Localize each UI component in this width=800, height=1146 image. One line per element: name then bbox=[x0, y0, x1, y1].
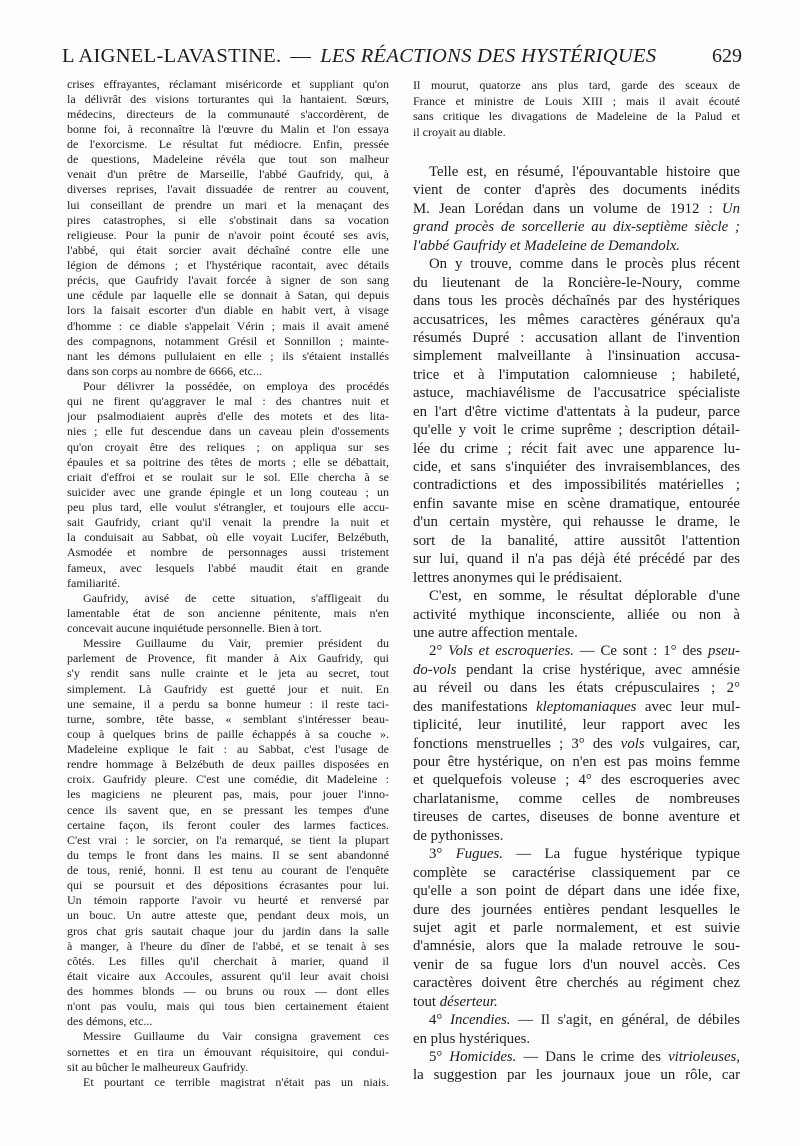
running-header bbox=[62, 41, 742, 71]
text-line: Telle est, en résumé, l'épouvantable histoire que bbox=[429, 164, 740, 180]
text-line: Messire Guillaume du Vair consigna gravement ces bbox=[83, 1029, 389, 1044]
left-column bbox=[67, 77, 389, 1090]
paragraph bbox=[413, 642, 740, 845]
text-line: d'un certain mystère, qui rehausse le drame, le bbox=[413, 514, 740, 531]
text-line: dans son corps au nombre de 6666, etc... bbox=[67, 363, 262, 378]
text-line: précis, que Gaufridy l'avait forcée à signer de son sang bbox=[67, 273, 389, 288]
text-line: croix. Gaufridy pleure. C'est une comédie, dit Madeleine : bbox=[67, 772, 389, 787]
text-line: la conduisait au Sabbat, où elle voyait Lucifer, Belzébuth, bbox=[67, 530, 389, 545]
text-line: du lieutenant de la Roncière-le-Noury, comme bbox=[413, 274, 740, 291]
italic-text: Homicides. bbox=[449, 1049, 517, 1065]
text-line bbox=[413, 993, 740, 1011]
italic-text: Incendies. bbox=[450, 1012, 511, 1029]
text-line: lamentable état de son ancienne pénitente, mais n'en bbox=[67, 605, 389, 620]
text-line: cide, et sans s'inquiéter des invraisemblances, des bbox=[413, 459, 740, 475]
text-line: cence ils savent que, en se pressant les tempes d'une bbox=[67, 802, 389, 817]
italic-text: Fugues. bbox=[455, 846, 503, 863]
italic-text: kleptomaniaques bbox=[536, 698, 637, 715]
roman-text: 5° bbox=[429, 1049, 450, 1065]
text-line: sujet agit et parle normalement, et est suivie bbox=[413, 919, 740, 936]
text-line: qu'elle a son point de départ dans une idée fixe, bbox=[413, 883, 740, 900]
text-line bbox=[413, 1048, 740, 1066]
text-line: à manger, à l'heure du dîner de l'abbé, et se tenait à ses bbox=[67, 938, 389, 953]
text-line: et quelquefois voleuse ; 4° des escroqueries avec bbox=[413, 772, 740, 789]
text-line: Madeleine explique le fait : au Sabbat, c'est l'usage de bbox=[67, 742, 389, 756]
text-line: épaules et sa poitrine des têtes de morts ; elle se débattait, bbox=[67, 454, 389, 469]
roman-text: — Dans le crime des bbox=[516, 1049, 669, 1065]
text-line: charlatanisme, comme celles de nombreuses bbox=[413, 790, 740, 807]
text-line: qui ne firent qu'aggraver le mal : des chantres nuit et bbox=[67, 394, 389, 409]
roman-text: 4° bbox=[429, 1012, 451, 1029]
text-line: lée du crime ; récit fait avec une apparence lu- bbox=[413, 440, 740, 457]
text-line: activité mythique inconsciente, alliée ou non à bbox=[413, 606, 740, 623]
text-line: une semaine, il a perdu sa bonne humeur : il reste taci- bbox=[67, 696, 389, 711]
text-line: complète se caractérise classiquement par ce bbox=[413, 864, 740, 881]
text-line: coup à quelques brins de paille échappés à sa couche ». bbox=[67, 726, 389, 741]
text-line: C'est, en somme, le résultat déplorable d'une bbox=[429, 588, 740, 605]
text-line: était vicaire aux Accoules, assurent qu'il leur avait choisi bbox=[67, 968, 389, 983]
italic-text: grand procès de sorcellerie au dix-septième siècle ; bbox=[413, 219, 740, 236]
text-line: caractères doivent être cherchés au régiment chez bbox=[413, 975, 740, 992]
text-line: côtés. Les filles qu'il cherchait à marier, quand il bbox=[67, 953, 389, 968]
paragraph bbox=[67, 636, 389, 1029]
text-line: en plus hystériques. bbox=[413, 1030, 531, 1047]
text-line: France et ministre de Louis XIII ; mais il avait écouté bbox=[413, 93, 740, 108]
roman-text: des manifestations bbox=[413, 698, 537, 715]
italic-text: do-vols bbox=[413, 661, 457, 678]
text-line: criait d'effroi et se roulait sur le sol. Elle chercha à se bbox=[67, 469, 389, 484]
text-line: tireuses de cartes, diseuses de bonne aventure et bbox=[413, 809, 740, 826]
text-line: lui conseillant de prendre un mari et la menaçant des bbox=[67, 197, 389, 212]
text-line: dans tous les procès déchaînés par des hystériques bbox=[413, 293, 740, 310]
paragraph bbox=[413, 1048, 740, 1085]
italic-text: déserteur. bbox=[439, 993, 498, 1010]
text-line: la suggestion par les journaux joue un rôle, car bbox=[413, 1067, 740, 1084]
italic-text: vols bbox=[620, 735, 645, 752]
text-line: venait d'un prêtre de Marseille, l'abbé Gaufridy, qui, à bbox=[67, 167, 389, 182]
paragraph bbox=[413, 255, 740, 587]
roman-text: — Ce sont : 1° des bbox=[573, 643, 708, 660]
roman-text: 2° bbox=[429, 643, 449, 660]
paragraph bbox=[413, 163, 740, 255]
text-line: sait Gaufridy, criant qu'il venait la prendre la nuit et bbox=[67, 515, 389, 530]
text-line: sort de la banalité, attire aussitôt l'attention bbox=[413, 532, 740, 549]
text-line: simplement. Là Gaufridy est guetté jour et nuit. En bbox=[67, 681, 389, 696]
text-line: Il mourut, quatorze ans plus tard, garde des sceaux de bbox=[413, 78, 740, 92]
text-line: Un témoin rapporte l'avoir vu heurté et renversé par bbox=[67, 893, 389, 908]
italic-text: vitrioleuses, bbox=[668, 1049, 740, 1065]
right-column-continuation bbox=[413, 78, 740, 140]
paragraph bbox=[413, 845, 740, 1011]
roman-text: — Il s'agit, en général, de débiles bbox=[510, 1012, 740, 1029]
text-line bbox=[413, 845, 740, 863]
text-line: familiarité. bbox=[67, 575, 120, 590]
text-line: nant les démons pullulaient en elle ; ils s'étaient installés bbox=[67, 348, 389, 363]
text-line bbox=[413, 218, 740, 236]
text-line: qu'elle y voit le crime suprême ; description détail- bbox=[413, 422, 740, 439]
text-line: nies ; elle fut descendue dans un caveau plein d'ossements bbox=[67, 424, 389, 439]
text-line: des compagnons, notamment Grésil et Sonnillon ; mainte- bbox=[67, 333, 389, 348]
text-line: tiplicité, leur inutilité, leur rapport avec les bbox=[413, 717, 740, 734]
roman-text: pendant la crise hystérique, avec amnésie bbox=[456, 661, 740, 678]
text-line bbox=[413, 642, 740, 660]
text-line: lettres anonymes qui le prédisaient. bbox=[413, 569, 623, 586]
text-line: médecins, directeurs de la communauté s'accordèrent, de bbox=[67, 106, 389, 121]
paragraph bbox=[67, 591, 389, 636]
text-line: enfin savante mise en scène dramatique, entourée bbox=[413, 495, 740, 512]
text-line: résumés Dupré : accusation allant de l'invention bbox=[413, 329, 740, 346]
text-line bbox=[413, 698, 740, 716]
text-line: en l'art d'être victime d'attentats à la pudeur, parce bbox=[413, 403, 740, 420]
text-line: des hommes blonds — ou bruns ou roux — dont elles bbox=[67, 984, 389, 998]
text-line: sur lui, quand il n'a pas déjà été précédé par des bbox=[413, 551, 740, 568]
text-line: de questions, Madeleine révéla que tout son malheur bbox=[67, 152, 389, 167]
text-line: du temps le front dans les mains. Il se sent abandonné bbox=[67, 847, 389, 862]
text-line: dure des journées entières pendant lesquelles le bbox=[413, 901, 740, 918]
text-line: de l'exorcisme. Le résultat fut médiocre. Enfin, pressée bbox=[67, 137, 389, 151]
text-line: turne, sombre, tête basse, « semblant s'intéresser beau- bbox=[67, 711, 389, 726]
text-line: s'y rendit sans nulle crainte et le jeta au secret, tout bbox=[67, 666, 389, 681]
paragraph bbox=[67, 77, 389, 380]
text-line: sans critique les divagations de Madeleine de la Palud et bbox=[413, 109, 740, 124]
text-line: rendre hommage à Belzébuth de deux pailles disposées en bbox=[67, 757, 389, 772]
text-line: de pythonisses. bbox=[413, 827, 504, 844]
text-line: pires catastrophes, si elle s'obstinait dans sa vocation bbox=[67, 212, 389, 227]
text-line: religieuse. Pour la punir de n'avoir point écouté ses avis, bbox=[67, 227, 389, 242]
text-line: les magiciens ne pleurent pas, mais, pour jouer l'inno- bbox=[67, 787, 389, 802]
roman-text: avec leur mul- bbox=[636, 698, 740, 715]
text-line: jour psalmodiaient auprès d'elle des motets et des lita- bbox=[67, 409, 389, 424]
text-line: d'amnésie, alors que la malade retrouve le sou- bbox=[413, 938, 740, 955]
roman-text: M. Jean Lorédan dans un volume de 1912 : bbox=[413, 200, 722, 217]
text-line: n'ont pas voulu, mais qui tous bien certainement étaient bbox=[67, 999, 389, 1014]
text-line bbox=[413, 735, 740, 753]
text-line: sornettes et en tira un émouvant réquisitoire, qui condui- bbox=[67, 1044, 389, 1059]
text-line: Pour délivrer la possédée, on employa des procédés bbox=[83, 379, 389, 393]
paragraph bbox=[413, 587, 740, 642]
text-line: au réveil ou dans les états crépusculaires ; 2° bbox=[413, 680, 740, 697]
text-line: diverses reprises, l'avait dissuadée de rentrer au couvent, bbox=[67, 182, 389, 197]
text-line: des démons, etc... bbox=[67, 1014, 153, 1029]
author-name: L AIGNEL-LAVASTINE. bbox=[62, 45, 282, 67]
text-line: un bouc. Un autre atteste que, pendant deux mois, un bbox=[67, 908, 389, 923]
text-line: fameux, avec lesquels l'abbé maudit était en grande bbox=[67, 560, 389, 575]
text-line: On y trouve, comme dans le procès plus récent bbox=[429, 256, 740, 273]
text-line: trice et à l'imputation calomnieuse ; habileté, bbox=[413, 366, 740, 383]
text-line: il croyait au diable. bbox=[413, 124, 506, 139]
text-line: venir de sa fugue lors d'un nouvel accès. Ces bbox=[413, 956, 740, 973]
text-line: pour être hystérique, on n'en est pas moins femme bbox=[413, 754, 740, 770]
text-line: contradictions et des impossibilités matérielles ; bbox=[413, 477, 740, 494]
roman-text: vulgaires, car, bbox=[644, 735, 740, 752]
text-line: concevait aucune inquiétude personnelle. Bien à tort. bbox=[67, 621, 322, 635]
roman-text: tout bbox=[413, 993, 440, 1010]
text-line: la délivrât des visions torturantes qui la hantaient. Sœurs, bbox=[67, 91, 389, 106]
text-line bbox=[413, 661, 740, 679]
text-line: légion de démons ; et l'hystérique racontait, avec détails bbox=[67, 258, 389, 272]
paragraph bbox=[67, 379, 389, 591]
text-line: une cédule par laquelle elle se donnait à Satan, qui depuis bbox=[67, 288, 389, 303]
text-line: sit au bûcher le malheureux Gaufridy. bbox=[67, 1059, 249, 1074]
paragraph bbox=[413, 78, 740, 140]
title-separator: — bbox=[290, 45, 312, 67]
text-line: lors la faisait escorter d'un diable en habit vert, à visage bbox=[67, 303, 389, 318]
text-line bbox=[413, 237, 740, 255]
text-line: simplement malveillante à l'insinuation accusa- bbox=[413, 348, 740, 365]
text-line: gros chat gris sautait chaque jour du jardin dans la salle bbox=[67, 923, 389, 938]
text-line: Et pourtant ce terrible magistrat n'était pas un niais. bbox=[83, 1074, 389, 1089]
roman-text: fonctions menstruelles ; 3° des bbox=[413, 735, 621, 752]
text-line: suicider avec une grande épingle et un long couteau ; un bbox=[67, 484, 389, 499]
text-line bbox=[413, 200, 740, 218]
text-line: crises effrayantes, réclamant miséricorde et suppliant qu'on bbox=[67, 76, 389, 91]
italic-text: pseu- bbox=[707, 643, 740, 660]
text-line: Messire Guillaume du Vair, premier président du bbox=[83, 636, 389, 651]
italic-text: l'abbé Gaufridy et Madeleine de Demandolx. bbox=[413, 237, 680, 254]
text-line: l'abbé, qui était sorcier avait déchaîné contre elle une bbox=[67, 242, 389, 257]
text-line: C'est vrai : le sorcier, on l'a remarqué, se tient la plupart bbox=[67, 832, 389, 847]
text-line: d'homme : ce diable s'appelait Vérin ; mais il avait amené bbox=[67, 318, 389, 333]
text-line: qu'on croyait être des reliques ; on appliqua sur ses bbox=[67, 439, 389, 454]
roman-text: 3° bbox=[429, 846, 456, 863]
text-line: parlement de Provence, fit mander à Aix Gaufridy, qui bbox=[67, 651, 389, 666]
italic-text: Un bbox=[721, 200, 740, 217]
text-line: accusatrices, les mêmes caractères généraux qu'a bbox=[413, 311, 740, 328]
text-line: vient de conter d'après des documents inédits bbox=[413, 182, 740, 199]
text-line: bonne foi, à reconnaître là l'œuvre du Malin et l'on essaya bbox=[67, 121, 389, 136]
text-line bbox=[413, 1011, 740, 1029]
italic-text: Vols et escroqueries. bbox=[448, 643, 574, 660]
roman-text: — La fugue hystérique typique bbox=[502, 846, 740, 863]
page-number: 629 bbox=[712, 45, 742, 67]
paragraph bbox=[67, 1029, 389, 1074]
text-line: de tous, renié, honni. Il est tenu au courant de l'enquête bbox=[67, 863, 389, 877]
article-title: LES RÉACTIONS DES HYSTÉRIQUES bbox=[320, 45, 657, 67]
paragraph bbox=[413, 1011, 740, 1048]
text-line: certaine façon, ils feront couler des larmes factices. bbox=[67, 817, 389, 832]
text-line: peu plus tard, elle voulut s'étrangler, et toujours elle accu- bbox=[67, 500, 389, 514]
running-title bbox=[62, 41, 656, 71]
text-line: une autre affection mentale. bbox=[413, 624, 578, 641]
paragraph bbox=[67, 1075, 389, 1090]
right-column bbox=[413, 163, 740, 1085]
text-line: Asmodée et nombre de personnages aussi tristement bbox=[67, 545, 389, 560]
text-line: astuce, machiavélisme de l'accusatrice spécialiste bbox=[413, 385, 740, 402]
text-line: Gaufridy, avisé de cette situation, s'affligeait du bbox=[83, 590, 389, 605]
text-line: qui se poursuit et des dépositions écrasantes pour lui. bbox=[67, 878, 389, 893]
